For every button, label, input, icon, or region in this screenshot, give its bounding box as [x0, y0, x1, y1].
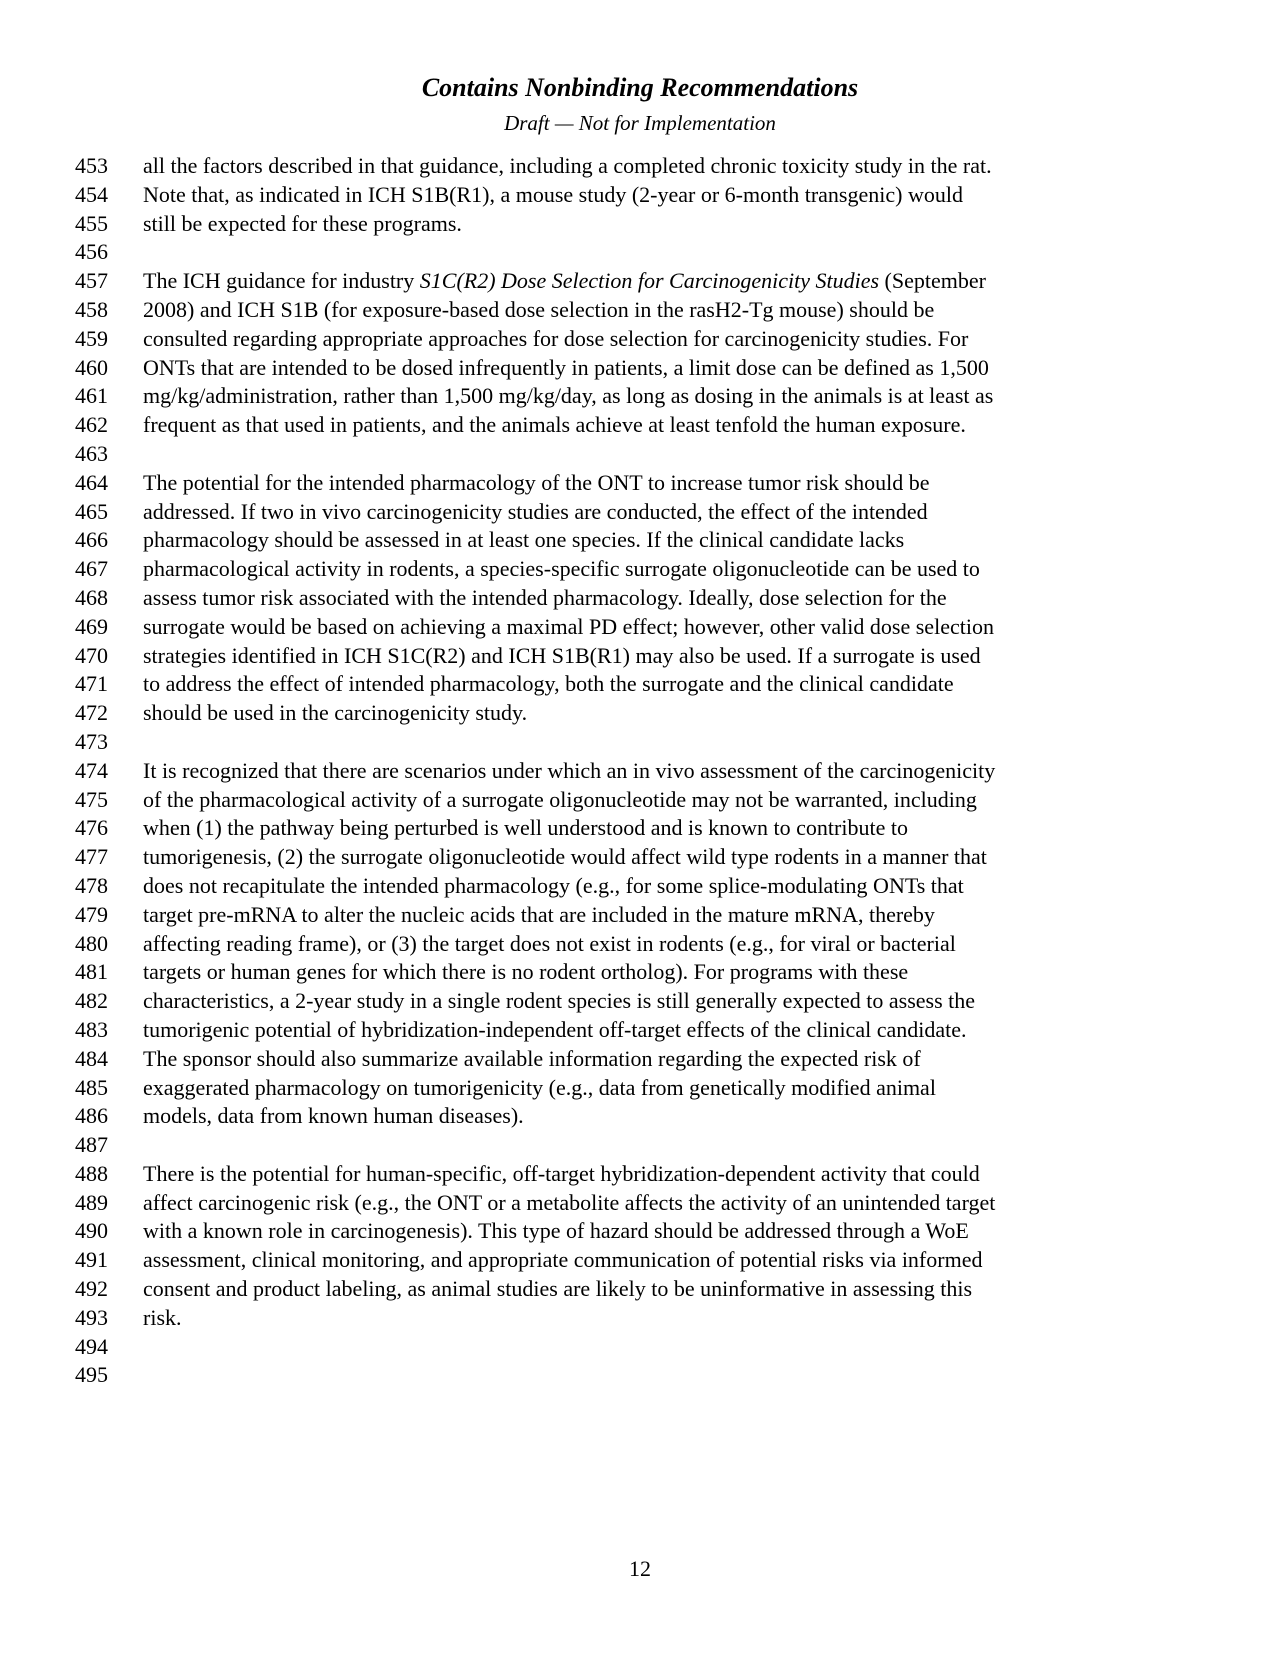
line-number: 486 [75, 1103, 108, 1129]
document-body [0, 152, 1280, 1390]
line-number: 471 [75, 671, 108, 697]
text-segment: tumorigenesis, (2) the surrogate oligonucleotide would affect wild type rodents in a manner that [143, 844, 987, 870]
text-line [0, 210, 1280, 239]
line-number: 495 [75, 1362, 108, 1388]
line-text [143, 613, 1280, 642]
text-segment: The sponsor should also summarize available information regarding the expected risk of [143, 1045, 921, 1071]
line-number: 454 [75, 181, 108, 207]
line-text [143, 1217, 1280, 1246]
line-text [143, 1016, 1280, 1045]
line-text [143, 555, 1280, 584]
text-segment: affect carcinogenic risk (e.g., the ONT or a metabolite affects the activity of an unintended target [143, 1189, 996, 1215]
text-line [0, 958, 1280, 987]
text-segment: tumorigenic potential of hybridization-independent off-target effects of the clinical candidate. [143, 1016, 967, 1042]
line-number: 464 [75, 469, 108, 495]
line-text [143, 1246, 1280, 1275]
line-text [143, 786, 1280, 815]
text-line [0, 987, 1280, 1016]
text-segment: strategies identified in ICH S1C(R2) and ICH S1B(R1) may also be used. If a surrogate is used [143, 642, 981, 668]
text-line [0, 555, 1280, 584]
text-segment: consent and product labeling, as animal studies are likely to be uninformative in assessing this [143, 1276, 973, 1302]
line-text [143, 901, 1280, 930]
text-segment: all the factors described in that guidance, including a completed chronic toxicity study in the rat. [143, 153, 992, 178]
text-line [0, 526, 1280, 555]
line-text [143, 238, 1280, 267]
text-segment: risk. [143, 1304, 182, 1330]
line-number: 485 [75, 1074, 108, 1100]
line-number: 473 [75, 728, 108, 754]
text-line [0, 642, 1280, 671]
text-line [0, 1131, 1280, 1160]
line-text [143, 728, 1280, 757]
line-text [143, 1131, 1280, 1160]
text-line [0, 267, 1280, 296]
text-segment: assess tumor risk associated with the intended pharmacology. Ideally, dose selection for the [143, 584, 947, 610]
line-number: 470 [75, 642, 108, 668]
text-segment: ONTs that are intended to be dosed infrequently in patients, a limit dose can be defined as 1,500 [143, 354, 989, 380]
text-line [0, 699, 1280, 728]
text-segment: Note that, as indicated in ICH S1B(R1), a mouse study (2-year or 6-month transgenic) would [143, 181, 963, 207]
text-line [0, 296, 1280, 325]
text-segment: pharmacological activity in rodents, a species-specific surrogate oligonucleotide can be used to [143, 556, 980, 582]
text-segment: target pre-mRNA to alter the nucleic acids that are included in the mature mRNA, thereby [143, 901, 935, 927]
line-number: 466 [75, 527, 108, 553]
text-line [0, 354, 1280, 383]
line-text [143, 469, 1280, 498]
line-number: 455 [75, 210, 108, 236]
text-line [0, 1102, 1280, 1131]
text-line [0, 152, 1280, 181]
text-segment: to address the effect of intended pharmacology, both the surrogate and the clinical candidate [143, 671, 954, 697]
text-line [0, 1361, 1280, 1390]
text-line [0, 1074, 1280, 1103]
text-line [0, 382, 1280, 411]
text-segment: models, data from known human diseases). [143, 1103, 524, 1129]
text-line [0, 440, 1280, 469]
text-segment: characteristics, a 2-year study in a single rodent species is still generally expected to assess the [143, 988, 976, 1014]
line-number: 484 [75, 1045, 108, 1071]
text-segment: surrogate would be based on achieving a maximal PD effect; however, other valid dose selection [143, 613, 994, 639]
line-text [143, 498, 1280, 527]
line-text [143, 584, 1280, 613]
line-number: 458 [75, 296, 108, 322]
line-text [143, 872, 1280, 901]
text-segment: with a known role in carcinogenesis). This type of hazard should be addressed through a WoE [143, 1218, 969, 1244]
line-number: 461 [75, 383, 108, 409]
line-text [143, 210, 1280, 239]
line-number: 477 [75, 844, 108, 870]
line-text [143, 267, 1280, 296]
line-number: 472 [75, 700, 108, 726]
text-line [0, 901, 1280, 930]
line-text [143, 1275, 1280, 1304]
line-number: 475 [75, 786, 108, 812]
header-title: Contains Nonbinding Recommendations [421, 73, 859, 102]
line-text [143, 930, 1280, 959]
text-line [0, 1217, 1280, 1246]
line-number: 468 [75, 584, 108, 610]
text-line [0, 1016, 1280, 1045]
text-line [0, 325, 1280, 354]
text-segment: targets or human genes for which there is no rodent ortholog). For programs with these [143, 959, 909, 985]
line-number: 487 [75, 1132, 108, 1158]
page-number: 12 [629, 1556, 651, 1581]
text-line [0, 814, 1280, 843]
text-line [0, 1160, 1280, 1189]
text-segment: The ICH guidance for industry [143, 268, 420, 294]
line-text [143, 958, 1280, 987]
line-text [143, 1333, 1280, 1362]
line-number: 459 [75, 325, 108, 351]
line-number: 465 [75, 498, 108, 524]
line-number: 492 [75, 1276, 108, 1302]
text-segment: does not recapitulate the intended pharmacology (e.g., for some splice-modulating ONTs that [143, 872, 964, 898]
line-text [143, 440, 1280, 469]
header-subtitle: Draft — Not for Implementation [504, 111, 776, 136]
line-number: 467 [75, 556, 108, 582]
text-line [0, 584, 1280, 613]
text-line [0, 1304, 1280, 1333]
line-text [143, 296, 1280, 325]
line-text [143, 181, 1280, 210]
line-number: 453 [75, 153, 108, 178]
text-line [0, 1275, 1280, 1304]
line-text [143, 1361, 1280, 1390]
line-number: 491 [75, 1247, 108, 1273]
text-line [0, 238, 1280, 267]
line-text [143, 1045, 1280, 1074]
document-header [0, 72, 1280, 136]
line-number: 480 [75, 930, 108, 956]
page-footer [0, 1556, 1280, 1582]
text-segment: (September [879, 268, 986, 294]
line-text [143, 1304, 1280, 1333]
text-line [0, 1189, 1280, 1218]
line-number: 457 [75, 268, 108, 294]
text-segment: 2008) and ICH S1B (for exposure-based dose selection in the rasH2-Tg mouse) should be [143, 296, 935, 322]
text-line [0, 670, 1280, 699]
line-text [143, 757, 1280, 786]
text-line [0, 843, 1280, 872]
line-number: 483 [75, 1016, 108, 1042]
line-number: 488 [75, 1160, 108, 1186]
text-line [0, 613, 1280, 642]
line-text [143, 843, 1280, 872]
text-segment: of the pharmacological activity of a surrogate oligonucleotide may not be warranted, including [143, 786, 977, 812]
line-number: 482 [75, 988, 108, 1014]
line-text [143, 699, 1280, 728]
italic-text-segment: S1C(R2) Dose Selection for Carcinogenicity Studies [419, 268, 880, 294]
line-text [143, 411, 1280, 440]
text-line [0, 786, 1280, 815]
line-number: 478 [75, 872, 108, 898]
line-number: 463 [75, 440, 108, 466]
text-line [0, 757, 1280, 786]
text-segment: should be used in the carcinogenicity study. [143, 700, 528, 726]
line-text [143, 1102, 1280, 1131]
text-line [0, 469, 1280, 498]
text-segment: assessment, clinical monitoring, and appropriate communication of potential risks via informed [143, 1247, 983, 1273]
line-text [143, 152, 1280, 181]
text-segment: affecting reading frame), or (3) the target does not exist in rodents (e.g., for viral or bacterial [143, 930, 956, 956]
text-line [0, 1246, 1280, 1275]
text-line [0, 1333, 1280, 1362]
line-text [143, 642, 1280, 671]
text-segment: consulted regarding appropriate approaches for dose selection for carcinogenicity studies. For [143, 325, 969, 351]
line-text [143, 325, 1280, 354]
line-number: 494 [75, 1333, 108, 1359]
line-text [143, 1189, 1280, 1218]
text-segment: frequent as that used in patients, and the animals achieve at least tenfold the human exposure. [143, 412, 966, 438]
line-text [143, 670, 1280, 699]
line-number: 476 [75, 815, 108, 841]
text-line [0, 728, 1280, 757]
text-segment: still be expected for these programs. [143, 210, 462, 236]
line-text [143, 814, 1280, 843]
text-line [0, 498, 1280, 527]
line-number: 474 [75, 757, 108, 783]
line-text [143, 382, 1280, 411]
text-segment: addressed. If two in vivo carcinogenicity studies are conducted, the effect of the intended [143, 498, 928, 524]
line-number: 490 [75, 1218, 108, 1244]
line-text [143, 987, 1280, 1016]
line-text [143, 1074, 1280, 1103]
line-number: 456 [75, 239, 108, 265]
text-line [0, 930, 1280, 959]
text-segment: pharmacology should be assessed in at least one species. If the clinical candidate lacks [143, 527, 905, 553]
text-segment: exaggerated pharmacology on tumorigenicity (e.g., data from genetically modified animal [143, 1074, 936, 1100]
text-line [0, 872, 1280, 901]
line-number: 469 [75, 613, 108, 639]
text-segment: when (1) the pathway being perturbed is well understood and is known to contribute to [143, 815, 908, 841]
text-segment: mg/kg/administration, rather than 1,500 mg/kg/day, as long as dosing in the animals is at least as [143, 383, 994, 409]
text-line [0, 181, 1280, 210]
line-text [143, 354, 1280, 383]
text-line [0, 411, 1280, 440]
line-text [143, 1160, 1280, 1189]
text-segment: It is recognized that there are scenarios under which an in vivo assessment of the carcinogenicity [143, 757, 996, 783]
text-line [0, 1045, 1280, 1074]
text-segment: There is the potential for human-specific, off-target hybridization-dependent activity that could [143, 1160, 980, 1186]
text-segment: The potential for the intended pharmacology of the ONT to increase tumor risk should be [143, 469, 930, 495]
line-number: 489 [75, 1189, 108, 1215]
line-number: 479 [75, 901, 108, 927]
line-text [143, 526, 1280, 555]
line-number: 462 [75, 412, 108, 438]
line-number: 460 [75, 354, 108, 380]
line-number: 493 [75, 1304, 108, 1330]
line-number: 481 [75, 959, 108, 985]
